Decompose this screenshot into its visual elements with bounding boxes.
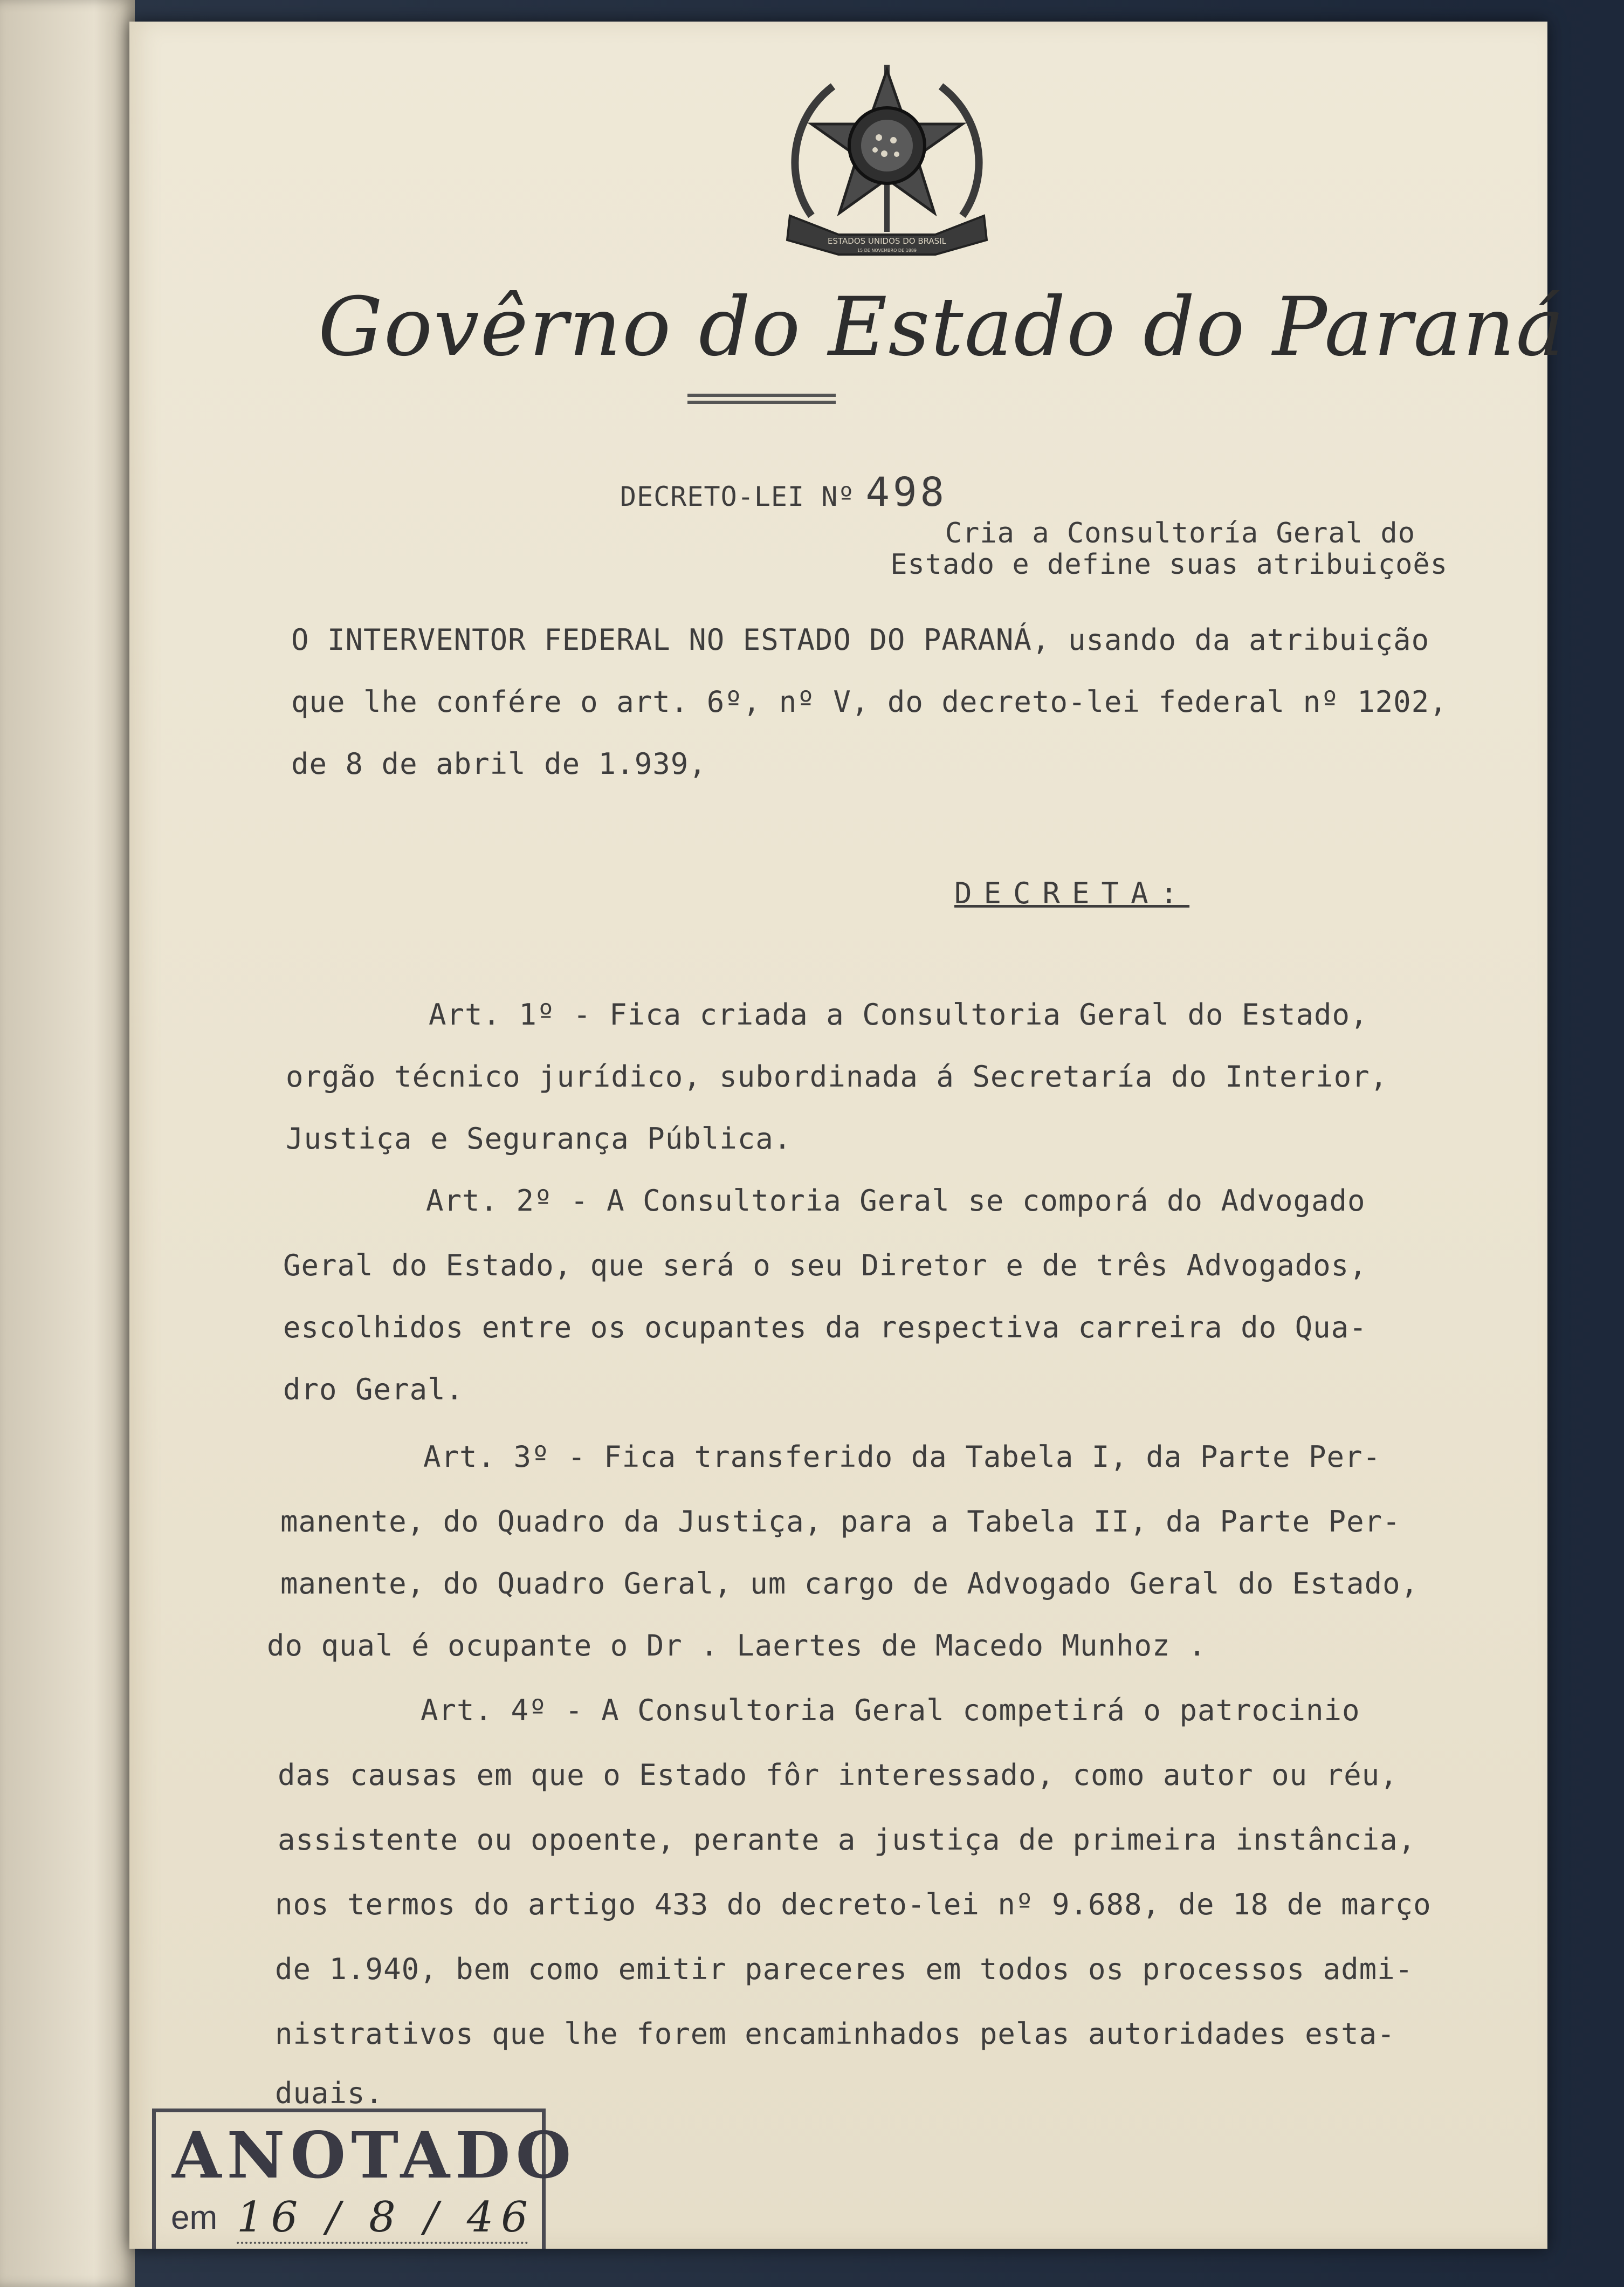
title-rule-bottom (687, 401, 836, 404)
decree-number: 498 (865, 469, 948, 516)
art4-line-4: nos termos do artigo 433 do decreto-lei nº 9.688, de 18 de março (275, 1887, 1432, 1921)
art2-line-4: dro Geral. (283, 1372, 464, 1406)
art3-line-4: do qual é ocupante o Dr . Laertes de Macedo Munhoz . (267, 1629, 1207, 1663)
stamp-title: ANOTADO (172, 2118, 577, 2193)
art4-line-1: Art. 4º - A Consultoria Geral competirá o patrocinio (421, 1693, 1360, 1727)
art4-line-6: nistrativos que lhe forem encaminhados pelas autoridades esta- (275, 2017, 1395, 2051)
coat-date: 15 DE NOVEMBRO DE 1889 (857, 248, 917, 253)
art4-line-2: das causas em que o Estado fôr interessado, como autor ou réu, (278, 1758, 1398, 1792)
decree-summary (847, 518, 1448, 580)
government-title: Govêrno do Estado do Paraná (318, 280, 1565, 374)
decree-label: DECRETO-LEI Nº (620, 481, 855, 512)
preamble-line-2: que lhe confére o art. 6º, nº V, do decreto-lei federal nº 1202, (291, 685, 1448, 719)
coat-motto: ESTADOS UNIDOS DO BRASIL (828, 236, 946, 246)
art1-line-3: Justiça e Segurança Pública. (286, 1122, 792, 1156)
facing-page-edge (0, 0, 135, 2287)
document-page (129, 22, 1565, 2249)
stamp-em-label: em (171, 2199, 218, 2236)
decree-number-line (620, 469, 947, 516)
title-rule-top (687, 394, 836, 397)
summary-line-2: Estado e define suas atribuiçoẽs (890, 548, 1448, 581)
anotado-stamp (152, 2109, 577, 2249)
art2-line-3: escolhidos entre os ocupantes da respectiva carreira do Qua- (283, 1310, 1367, 1344)
stamp-handwritten-date: 16 / 8 / 46 (237, 2193, 528, 2244)
art4-line-7: duais. (275, 2076, 384, 2110)
summary-line-1: Cria a Consultoría Geral do (945, 517, 1415, 550)
preamble-line-3: de 8 de abril de 1.939, (291, 747, 707, 781)
art1-line-2: orgão técnico jurídico, subordinada á Secretaría do Interior, (286, 1060, 1388, 1094)
decreta-heading: DECRETA: (954, 876, 1190, 910)
preamble-line-1: O INTERVENTOR FEDERAL NO ESTADO DO PARANÁ, usando da atribuição (291, 623, 1430, 657)
coat-of-arms-icon (774, 54, 1000, 264)
art3-line-2: manente, do Quadro da Justiça, para a Tabela II, da Parte Per- (280, 1505, 1401, 1539)
art4-line-5: de 1.940, bem como emitir pareceres em todos os processos admi- (275, 1952, 1414, 1986)
art4-line-3: assistente ou opoente, perante a justiça de primeira instância, (278, 1823, 1416, 1857)
art3-line-1: Art. 3º - Fica transferido da Tabela I, da Parte Per- (423, 1440, 1381, 1474)
art1-line-1: Art. 1º - Fica criada a Consultoria Geral do Estado, (429, 998, 1368, 1032)
art2-line-2: Geral do Estado, que será o seu Diretor e de três Advogados, (283, 1248, 1367, 1282)
art3-line-3: manente, do Quadro Geral, um cargo de Advogado Geral do Estado, (280, 1567, 1419, 1601)
art2-line-1: Art. 2º - A Consultoria Geral se comporá do Advogado (426, 1184, 1366, 1218)
